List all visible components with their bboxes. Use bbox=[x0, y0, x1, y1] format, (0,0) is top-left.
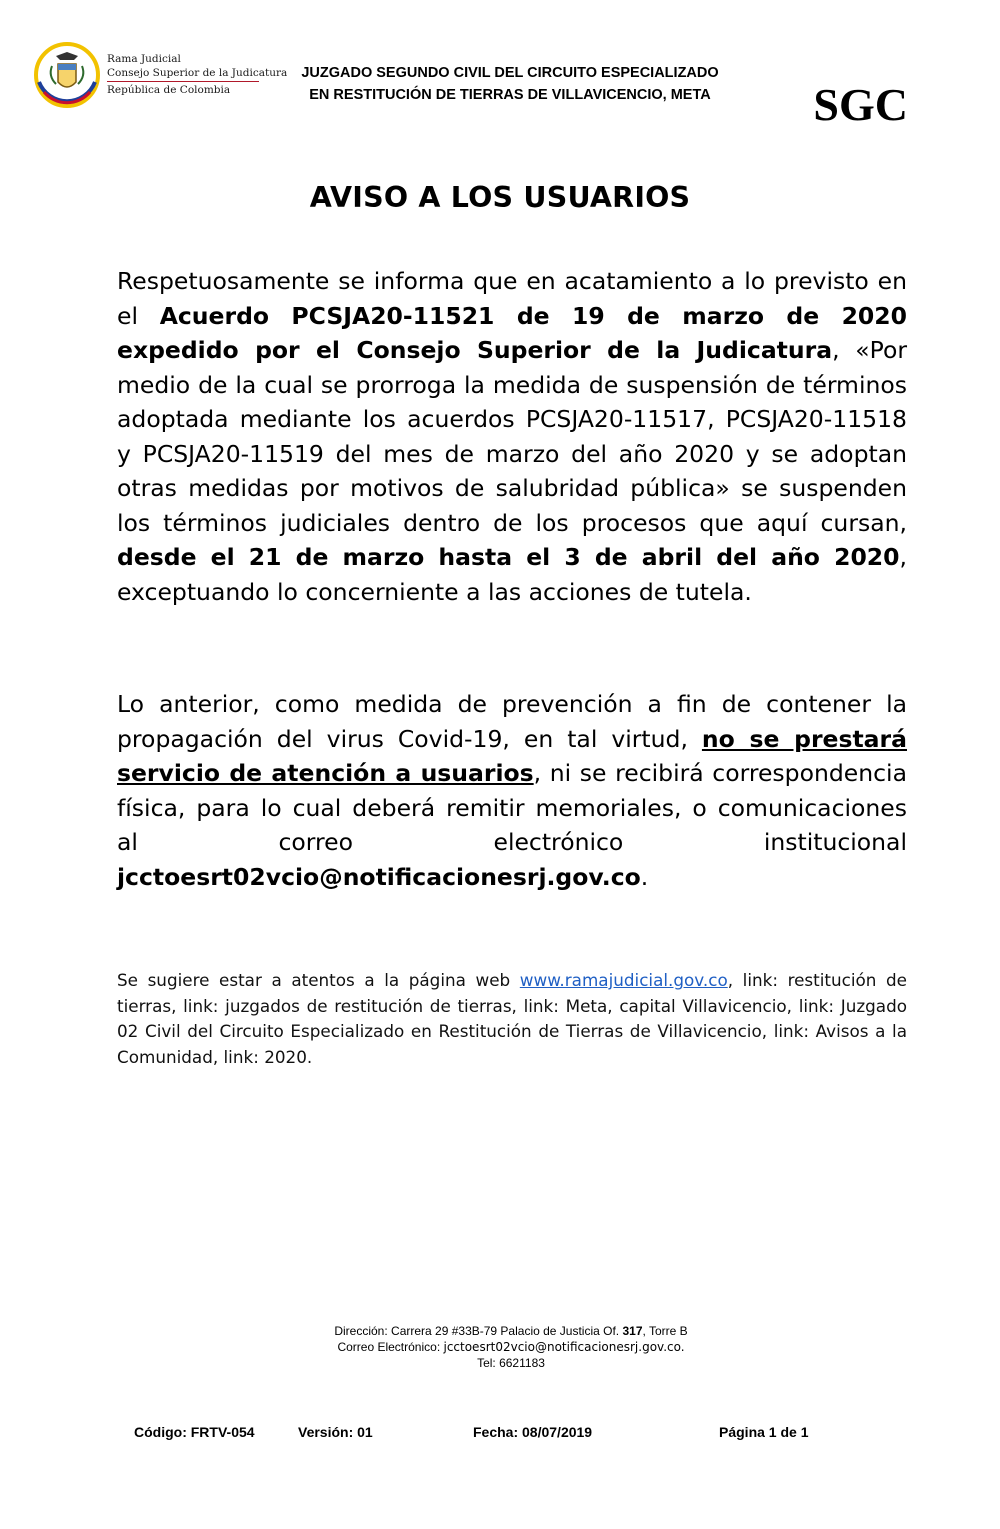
footer-version: Versión: 01 bbox=[298, 1424, 373, 1440]
footer-date: Fecha: 08/07/2019 bbox=[473, 1424, 593, 1440]
paragraph-1 bbox=[117, 264, 907, 609]
email-line bbox=[0, 1339, 1000, 1355]
address-line bbox=[0, 1323, 1000, 1339]
email-label: Correo Electrónico: bbox=[337, 1340, 444, 1354]
website-link[interactable]: www.ramajudicial.gov.co bbox=[519, 970, 728, 990]
org-line-3: República de Colombia bbox=[107, 84, 231, 96]
p2-text-1: Lo anterior, como medida de prevención a fin de contener la propagación del virus Covid-19, en tal virtud, bbox=[117, 690, 907, 753]
org-line-2: Consejo Superior de la Judicatura bbox=[107, 66, 288, 79]
phone-line: Tel: 6621183 bbox=[477, 1356, 545, 1370]
institutional-email: jcctoesrt02vcio@notificacionesrj.gov.co bbox=[117, 862, 641, 891]
address-text: Dirección: Carrera 29 #33B-79 Palacio de Justicia Of. bbox=[334, 1324, 623, 1338]
p1-bold-1: Acuerdo PCSJA20-11521 de 19 de marzo de 2020 expedido por el Consejo Superior de la Judicatura bbox=[117, 301, 907, 364]
p1-text-2: , «Por medio de la cual se prorroga la medida de suspensión de términos adoptada mediante los acuerdos PCSJA20-11517, PCSJA20-11518 y PCSJA20-11519 del mes de marzo del año 2020 y se adoptan otras medidas por motivos de salubridad pública» se suspenden los términos judiciales dentro de los procesos que aquí cursan, bbox=[117, 336, 907, 537]
document-header bbox=[0, 0, 1000, 140]
p1-bold-2: desde el 21 de marzo hasta el 3 de abril del año 2020 bbox=[117, 543, 900, 571]
note-text-1: Se sugiere estar a atentos a la página web bbox=[117, 970, 520, 990]
p1-text-1: Respetuosamente se informa que en acatamiento a lo previsto en el bbox=[117, 267, 907, 330]
court-line-1: JUZGADO SEGUNDO CIVIL DEL CIRCUITO ESPECIALIZADO bbox=[301, 65, 719, 81]
paragraph-2 bbox=[117, 687, 907, 894]
page-title: AVISO A LOS USUARIOS bbox=[309, 181, 691, 214]
org-line-1: Rama Judicial bbox=[107, 53, 181, 65]
sgc-mark: SGC bbox=[813, 79, 908, 130]
footer-code: Código: FRTV-054 bbox=[134, 1424, 255, 1440]
court-name bbox=[240, 62, 780, 106]
p1-text-3: , exceptuando lo concerniente a las acciones de tutela. bbox=[117, 543, 907, 606]
web-note bbox=[117, 968, 907, 1070]
footer-page: Página 1 de 1 bbox=[719, 1424, 809, 1440]
org-divider bbox=[107, 81, 259, 82]
address-tower: , Torre B bbox=[642, 1324, 688, 1338]
p2-bold-underline: no se prestará servicio de atención a usuarios bbox=[117, 724, 907, 787]
court-line-2: EN RESTITUCIÓN DE TIERRAS DE VILLAVICENCIO, META bbox=[309, 87, 711, 103]
note-text-2: , link: restitución de tierras, link: juzgados de restitución de tierras, link: Meta, capital Villavicencio, link: Juzgado 02 Civil del Circuito Especializado en Restitución de Tierras de Villavicencio, link: Avisos a la Comunidad, link: 2020. bbox=[117, 970, 907, 1067]
p2-text-2: , ni se recibirá correspondencia física, para lo cual deberá remitir memoriales, o comunicaciones al correo electrónico institucional bbox=[117, 759, 907, 856]
coat-of-arms-icon bbox=[34, 42, 100, 108]
office-number: 317 bbox=[622, 1324, 643, 1338]
p2-text-3: . bbox=[640, 862, 649, 891]
contact-address bbox=[0, 1323, 1000, 1371]
footer-email: jcctoesrt02vcio@notificacionesrj.gov.co. bbox=[443, 1340, 685, 1354]
